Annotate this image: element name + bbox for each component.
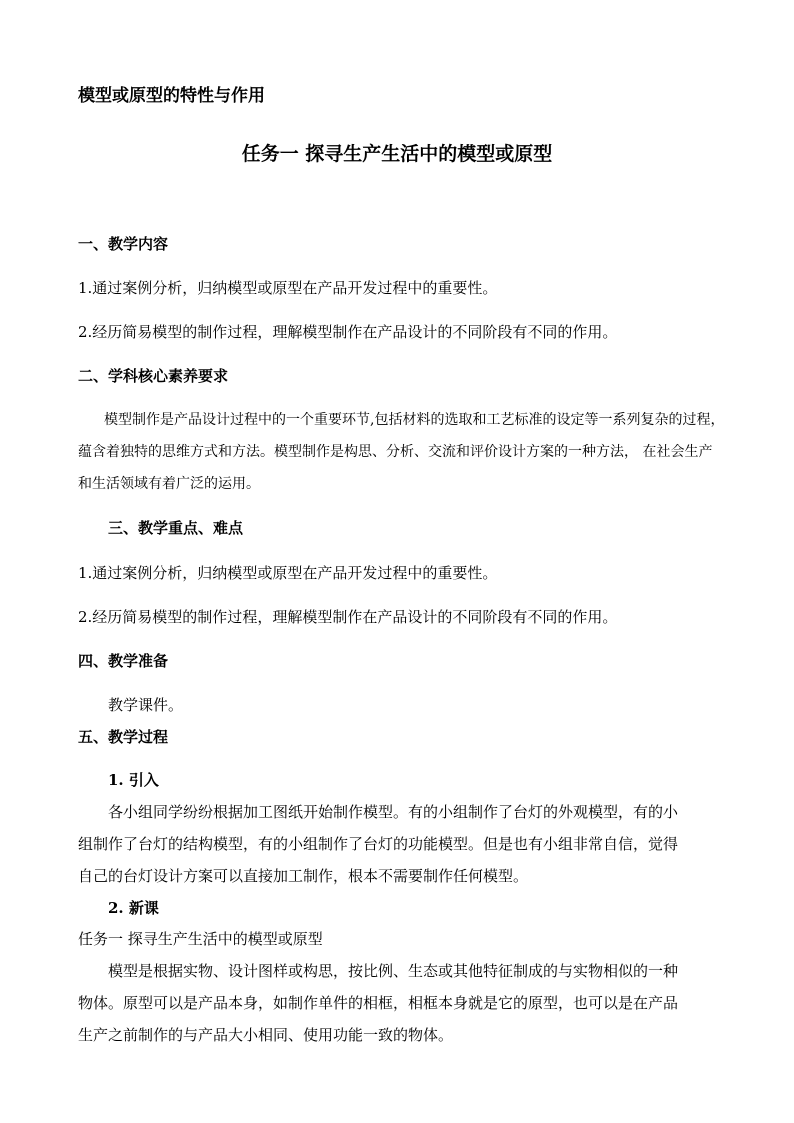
step-2-paragraph-line-1: 模型是根据实物、设计图样或构思，按比例、生态或其他特征制成的与实物相似的一种	[108, 962, 679, 980]
document-header-title: 模型或原型的特性与作用	[78, 86, 265, 106]
step-1-paragraph-line-2: 组制作了台灯的结构模型，有的小组制作了台灯的功能模型。但是也有小组非常自信，觉得	[78, 835, 679, 853]
section-4-text: 教学课件。	[108, 696, 184, 714]
section-2-paragraph-line-2: 蕴含着独特的思维方式和方法。模型制作是构思、分析、交流和评价设计方案的一种方法， 在社会生产	[78, 444, 713, 460]
step-2-subtitle: 任务一 探寻生产生活中的模型或原型	[78, 930, 323, 948]
section-1-item-2: 2.经历简易模型的制作过程，理解模型制作在产品设计的不同阶段有不同的作用。	[78, 323, 618, 341]
section-2-paragraph-line-3: 和生活领域有着广泛的运用。	[78, 476, 260, 492]
step-2-paragraph-line-3: 生产之前制作的与产品大小相同、使用功能一致的物体。	[78, 1026, 454, 1044]
section-2-paragraph-line-1: 模型制作是产品设计过程中的一个重要环节,包括材料的选取和工艺标准的设定等一系列复杂的过程，	[104, 412, 725, 428]
section-5-heading: 五、教学过程	[78, 728, 169, 746]
step-1-paragraph-line-3: 自己的台灯设计方案可以直接加工制作，根本不需要制作任何模型。	[78, 867, 529, 885]
section-3-heading: 三、教学重点、难点	[108, 519, 244, 537]
section-1-heading: 一、教学内容	[78, 235, 169, 253]
section-2-heading: 二、学科核心素养要求	[78, 367, 229, 385]
section-3-item-1: 1.通过案例分析，归纳模型或原型在产品开发过程中的重要性。	[78, 564, 498, 582]
step-2-label: 2. 新课	[108, 899, 159, 917]
step-2-paragraph-line-2: 物体。原型可以是产品本身，如制作单件的相框，相框本身就是它的原型，也可以是在产品	[78, 994, 679, 1012]
task-title: 任务一 探寻生产生活中的模型或原型	[241, 143, 553, 165]
section-3-item-2: 2.经历简易模型的制作过程，理解模型制作在产品设计的不同阶段有不同的作用。	[78, 608, 618, 626]
step-1-label: 1. 引入	[108, 771, 159, 789]
section-4-heading: 四、教学准备	[78, 652, 169, 670]
section-1-item-1: 1.通过案例分析，归纳模型或原型在产品开发过程中的重要性。	[78, 279, 498, 297]
step-1-paragraph-line-1: 各小组同学纷纷根据加工图纸开始制作模型。有的小组制作了台灯的外观模型，有的小	[108, 803, 679, 821]
